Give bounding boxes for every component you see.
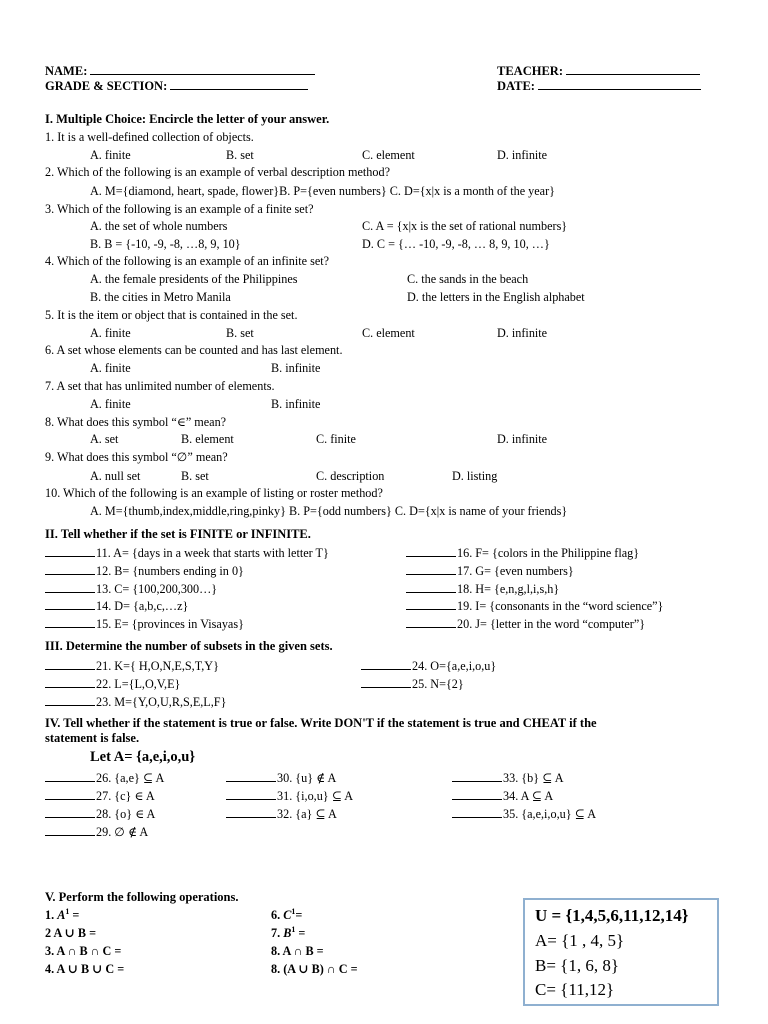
answer-blank[interactable]: [45, 676, 95, 688]
q7-choice-a[interactable]: A. finite: [90, 397, 131, 411]
answer-blank[interactable]: [452, 806, 502, 818]
answer-blank[interactable]: [452, 788, 502, 800]
item-19: 19. I= {consonants in the “word science”}: [406, 598, 663, 613]
item-13: 13. C= {100,200,300…}: [45, 581, 217, 596]
answer-blank[interactable]: [226, 788, 276, 800]
q5-choice-d[interactable]: D. infinite: [497, 326, 548, 340]
given-sets-box: [523, 898, 719, 1006]
operation-3: 3. A ∩ B ∩ C =: [45, 944, 122, 958]
question-4: 4. Which of the following is an example of an infinite set?: [45, 254, 330, 268]
item-35: 35. {a,e,i,o,u} ⊆ A: [452, 806, 596, 821]
set-b: B= {1, 6, 8}: [535, 956, 619, 975]
item-34: 34. A ⊆ A: [452, 788, 553, 803]
answer-blank[interactable]: [45, 545, 95, 557]
item-20: 20. J= {letter in the word “computer”}: [406, 616, 645, 631]
item-11: 11. A= {days in a week that starts with letter T}: [45, 545, 329, 560]
grade-section-field[interactable]: [170, 78, 308, 90]
q4-choice-b[interactable]: B. the cities in Metro Manila: [90, 290, 231, 304]
q4-choice-a[interactable]: A. the female presidents of the Philippines: [90, 272, 298, 286]
operation-4: 4. A ∪ B ∪ C =: [45, 962, 125, 976]
item-12: 12. B= {numbers ending in 0}: [45, 563, 244, 578]
question-5: 5. It is the item or object that is contained in the set.: [45, 308, 298, 322]
answer-blank[interactable]: [45, 824, 95, 836]
answer-blank[interactable]: [406, 545, 456, 557]
question-10: 10. Which of the following is an example of listing or roster method?: [45, 486, 383, 500]
question-7: 7. A set that has unlimited number of elements.: [45, 379, 275, 393]
q8-choice-b[interactable]: B. element: [181, 432, 234, 446]
q9-choice-a[interactable]: A. null set: [90, 469, 141, 483]
answer-blank[interactable]: [226, 806, 276, 818]
q5-choice-b[interactable]: B. set: [226, 326, 254, 340]
question-6: 6. A set whose elements can be counted and has last element.: [45, 343, 343, 357]
operation-7: 7. $B^1$ =: [271, 924, 306, 940]
answer-blank[interactable]: [406, 616, 456, 628]
question-2: 2. Which of the following is an example of verbal description method?: [45, 165, 390, 179]
item-27: 27. {c} ∈ A: [45, 788, 155, 803]
answer-blank[interactable]: [406, 563, 456, 575]
item-18: 18. H= {e,n,g,l,i,s,h}: [406, 581, 559, 596]
q4-choice-c[interactable]: C. the sands in the beach: [407, 272, 529, 286]
answer-blank[interactable]: [45, 581, 95, 593]
item-31: 31. {i,o,u} ⊆ A: [226, 788, 353, 803]
item-28: 28. {o} ∈ A: [45, 806, 155, 821]
q8-choice-c[interactable]: C. finite: [316, 432, 356, 446]
set-a: A= {1 , 4, 5}: [535, 931, 625, 950]
q3-choice-d[interactable]: D. C = {… -10, -9, -8, … 8, 9, 10, …}: [362, 237, 550, 251]
item-14: 14. D= {a,b,c,…z}: [45, 598, 188, 613]
item-17: 17. G= {even numbers}: [406, 563, 574, 578]
q8-choice-d[interactable]: D. infinite: [497, 432, 548, 446]
item-16: 16. F= {colors in the Philippine flag}: [406, 545, 639, 560]
answer-blank[interactable]: [45, 563, 95, 575]
q2-choices[interactable]: A. M={diamond, heart, spade, flower}B. P={even numbers} C. D={x|x is a month of the year}: [90, 184, 555, 198]
item-26: 26. {a,e} ⊆ A: [45, 770, 164, 785]
q5-choice-a[interactable]: A. finite: [90, 326, 131, 340]
answer-blank[interactable]: [406, 581, 456, 593]
answer-blank[interactable]: [361, 676, 411, 688]
item-22: 22. L={L,O,V,E}: [45, 676, 180, 691]
answer-blank[interactable]: [45, 770, 95, 782]
item-25: 25. N={2}: [361, 676, 464, 691]
answer-blank[interactable]: [45, 616, 95, 628]
q9-choice-d[interactable]: D. listing: [452, 469, 498, 483]
q1-choice-c[interactable]: C. element: [362, 148, 415, 162]
item-15: 15. E= {provinces in Visayas}: [45, 616, 244, 631]
answer-blank[interactable]: [452, 770, 502, 782]
item-32: 32. {a} ⊆ A: [226, 806, 337, 821]
q6-choice-a[interactable]: A. finite: [90, 361, 131, 375]
answer-blank[interactable]: [45, 788, 95, 800]
item-24: 24. O={a,e,i,o,u}: [361, 658, 496, 673]
part3-title: III. Determine the number of subsets in the given sets.: [45, 639, 333, 653]
name-field[interactable]: [90, 63, 315, 75]
answer-blank[interactable]: [45, 806, 95, 818]
date-field[interactable]: [538, 78, 701, 90]
item-21: 21. K={ H,O,N,E,S,T,Y}: [45, 658, 219, 673]
question-1: 1. It is a well-defined collection of objects.: [45, 130, 254, 144]
operation-6: 6. $C^1=$: [271, 906, 303, 922]
q1-choice-d[interactable]: D. infinite: [497, 148, 548, 162]
answer-blank[interactable]: [45, 694, 95, 706]
item-30: 30. {u} ∉ A: [226, 770, 336, 785]
part2-title: II. Tell whether if the set is FINITE or INFINITE.: [45, 527, 311, 541]
operation-2: 2 A ∪ B =: [45, 926, 97, 940]
answer-blank[interactable]: [361, 658, 411, 670]
part4-title-line2: statement is false.: [45, 731, 140, 745]
answer-blank[interactable]: [406, 598, 456, 610]
part5-title: V. Perform the following operations.: [45, 890, 239, 904]
answer-blank[interactable]: [226, 770, 276, 782]
q6-choice-b[interactable]: B. infinite: [271, 361, 321, 375]
date-label: DATE:: [497, 78, 701, 93]
question-9: 9. What does this symbol “∅” mean?: [45, 450, 228, 464]
answer-blank[interactable]: [45, 598, 95, 610]
item-29: 29. ∅ ∉ A: [45, 824, 148, 839]
q8-choice-a[interactable]: A. set: [90, 432, 119, 446]
answer-blank[interactable]: [45, 658, 95, 670]
q7-choice-b[interactable]: B. infinite: [271, 397, 321, 411]
item-23: 23. M={Y,O,U,R,S,E,L,F}: [45, 694, 226, 709]
q10-choices[interactable]: A. M={thumb,index,middle,ring,pinky} B. P={odd numbers} C. D={x|x is name of your friends}: [90, 504, 568, 518]
operation-8: 8. A ∩ B =: [271, 944, 324, 958]
universal-set: U = {1,4,5,6,11,12,14}: [535, 906, 689, 925]
grade-section-label: GRADE & SECTION:: [45, 78, 308, 93]
teacher-label: TEACHER:: [497, 63, 700, 78]
set-c: C= {11,12}: [535, 980, 615, 999]
question-8: 8. What does this symbol “∈” mean?: [45, 415, 227, 429]
operation-1: 1. $A^1$ =: [45, 906, 80, 922]
teacher-field[interactable]: [566, 63, 700, 75]
q3-choice-a[interactable]: A. the set of whole numbers: [90, 219, 228, 233]
q3-choice-c[interactable]: C. A = {x|x is the set of rational numbers}: [362, 219, 568, 233]
q3-choice-b[interactable]: B. B = {-10, -9, -8, …8, 9, 10}: [90, 237, 241, 251]
name-label: NAME:: [45, 63, 315, 78]
question-3: 3. Which of the following is an example of a finite set?: [45, 202, 314, 216]
let-a-statement: Let A= {a,e,i,o,u}: [90, 749, 196, 765]
q1-choice-b[interactable]: B. set: [226, 148, 254, 162]
part1-title: I. Multiple Choice: Encircle the letter of your answer.: [45, 112, 330, 126]
item-33: 33. {b} ⊆ A: [452, 770, 564, 785]
q4-choice-d[interactable]: D. the letters in the English alphabet: [407, 290, 585, 304]
part4-title-line1: IV. Tell whether if the statement is true or false. Write DON'T if the statement is true and CHEAT if the: [45, 716, 597, 730]
q9-choice-c[interactable]: C. description: [316, 469, 385, 483]
q5-choice-c[interactable]: C. element: [362, 326, 415, 340]
q9-choice-b[interactable]: B. set: [181, 469, 209, 483]
operation-9: 8. (A ∪ B) ∩ C =: [271, 962, 358, 976]
q1-choice-a[interactable]: A. finite: [90, 148, 131, 162]
